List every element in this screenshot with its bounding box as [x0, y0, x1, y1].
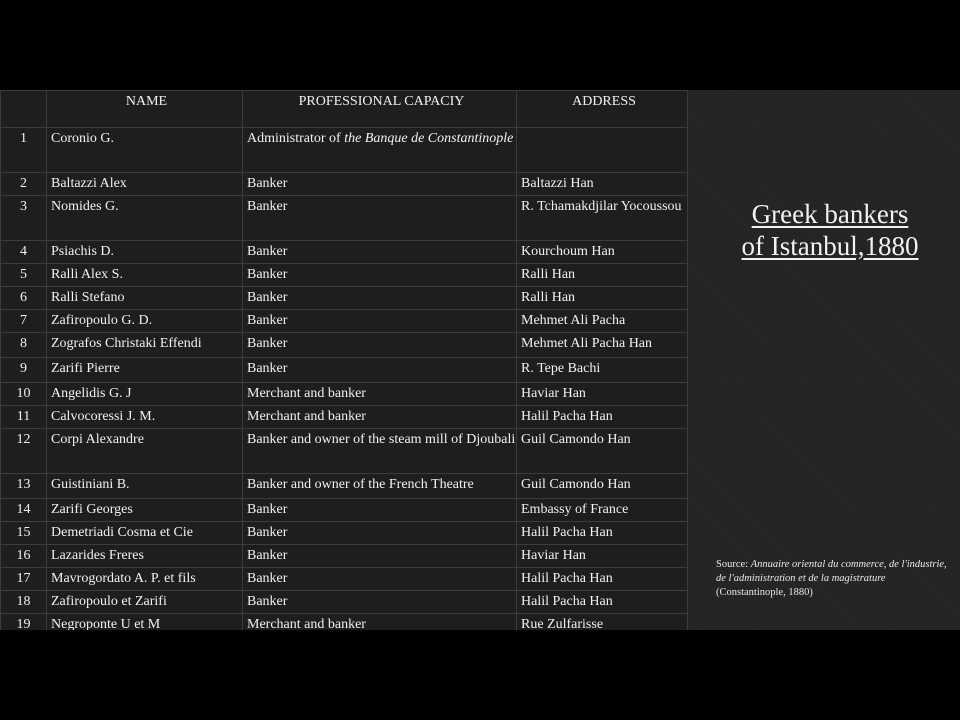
row-address: Halil Pacha Han	[517, 406, 688, 429]
row-name: Zarifi Georges	[47, 499, 243, 522]
table-row	[1, 287, 688, 310]
row-capacity: Banker	[243, 173, 517, 196]
row-address: Baltazzi Han	[517, 173, 688, 196]
row-address: Mehmet Ali Pacha	[517, 310, 688, 333]
row-name: Mavrogordato A. P. et fils	[47, 568, 243, 591]
row-name: Zafiropoulo G. D.	[47, 310, 243, 333]
row-address	[517, 128, 688, 173]
row-address: Halil Pacha Han	[517, 591, 688, 614]
row-address: Guil Camondo Han	[517, 429, 688, 474]
row-address: Ralli Han	[517, 287, 688, 310]
table-row	[1, 358, 688, 383]
table-row	[1, 429, 688, 474]
table-row	[1, 310, 688, 333]
row-address: Ralli Han	[517, 264, 688, 287]
row-name: Nomides G.	[47, 196, 243, 241]
row-name: Negroponte U et M	[47, 614, 243, 631]
bankers-table-container	[0, 90, 687, 630]
row-capacity: Banker	[243, 545, 517, 568]
table-row	[1, 264, 688, 287]
source-citation	[716, 558, 948, 600]
row-name: Baltazzi Alex	[47, 173, 243, 196]
row-number: 1	[1, 128, 47, 173]
header-professional-capacity: PROFESSIONAL CAPACIY	[243, 91, 517, 128]
row-address: Mehmet Ali Pacha Han	[517, 333, 688, 358]
row-name: Ralli Alex S.	[47, 264, 243, 287]
row-number: 19	[1, 614, 47, 631]
row-capacity: Banker	[243, 196, 517, 241]
row-address: Haviar Han	[517, 383, 688, 406]
row-name: Zafiropoulo et Zarifi	[47, 591, 243, 614]
row-name: Lazarides Freres	[47, 545, 243, 568]
row-capacity: Banker	[243, 287, 517, 310]
row-name: Psiachis D.	[47, 241, 243, 264]
row-name: Ralli Stefano	[47, 287, 243, 310]
row-capacity: Banker	[243, 358, 517, 383]
row-capacity: Banker	[243, 522, 517, 545]
row-capacity: Banker	[243, 568, 517, 591]
row-name: Zografos Christaki Effendi	[47, 333, 243, 358]
table-row	[1, 591, 688, 614]
row-number: 15	[1, 522, 47, 545]
table-row	[1, 545, 688, 568]
source-label: Source:	[716, 559, 751, 570]
capacity-plain-text: Administrator of	[247, 131, 345, 146]
row-name: Coronio G.	[47, 128, 243, 173]
row-number: 7	[1, 310, 47, 333]
source-work-title: Annuaire oriental du commerce, de l'industrie, de l'administration et de la magistrature	[716, 559, 947, 584]
row-number: 5	[1, 264, 47, 287]
table-row	[1, 614, 688, 631]
row-address: Halil Pacha Han	[517, 522, 688, 545]
header-number	[1, 91, 47, 128]
row-name: Guistiniani B.	[47, 474, 243, 499]
row-number: 2	[1, 173, 47, 196]
row-number: 17	[1, 568, 47, 591]
row-address: R. Tchamakdjilar Yocoussou	[517, 196, 688, 241]
row-number: 14	[1, 499, 47, 522]
title-line-1: Greek bankers	[751, 199, 909, 229]
title-line-2: of Istanbul,1880	[741, 231, 919, 261]
bankers-table	[0, 90, 688, 630]
table-row	[1, 383, 688, 406]
table-row	[1, 568, 688, 591]
row-capacity: Banker	[243, 241, 517, 264]
row-capacity: Merchant and banker	[243, 383, 517, 406]
row-address: Halil Pacha Han	[517, 568, 688, 591]
row-capacity: Merchant and banker	[243, 406, 517, 429]
header-address: ADDRESS	[517, 91, 688, 128]
table-row	[1, 128, 688, 173]
row-number: 11	[1, 406, 47, 429]
row-address: Rue Zulfarisse	[517, 614, 688, 631]
row-capacity: Banker and owner of the steam mill of Djoubali	[243, 429, 517, 474]
row-address: Kourchoum Han	[517, 241, 688, 264]
table-row	[1, 499, 688, 522]
row-name: Angelidis G. J	[47, 383, 243, 406]
table-row	[1, 522, 688, 545]
row-number: 18	[1, 591, 47, 614]
row-address: Embassy of France	[517, 499, 688, 522]
row-capacity: Banker	[243, 499, 517, 522]
row-number: 12	[1, 429, 47, 474]
row-number: 10	[1, 383, 47, 406]
header-name: NAME	[47, 91, 243, 128]
row-number: 4	[1, 241, 47, 264]
table-row	[1, 474, 688, 499]
row-capacity: Merchant and banker	[243, 614, 517, 631]
table-row	[1, 333, 688, 358]
row-name: Zarifi Pierre	[47, 358, 243, 383]
source-imprint: (Constantinople, 1880)	[716, 587, 813, 598]
table-header-row	[1, 91, 688, 128]
row-number: 9	[1, 358, 47, 383]
table-row	[1, 406, 688, 429]
row-address: R. Tepe Bachi	[517, 358, 688, 383]
row-number: 6	[1, 287, 47, 310]
row-number: 3	[1, 196, 47, 241]
row-name: Corpi Alexandre	[47, 429, 243, 474]
table-row	[1, 196, 688, 241]
row-capacity: Banker and owner of the French Theatre	[243, 474, 517, 499]
table-row	[1, 173, 688, 196]
capacity-italic-text: the Banque de Constantinople	[344, 131, 514, 146]
row-capacity	[243, 128, 517, 173]
row-name: Calvocoressi J. M.	[47, 406, 243, 429]
row-capacity: Banker	[243, 264, 517, 287]
table-row	[1, 241, 688, 264]
row-number: 16	[1, 545, 47, 568]
row-name: Demetriadi Cosma et Cie	[47, 522, 243, 545]
row-capacity: Banker	[243, 591, 517, 614]
slide-title	[700, 198, 960, 262]
row-capacity: Banker	[243, 310, 517, 333]
row-address: Guil Camondo Han	[517, 474, 688, 499]
row-number: 8	[1, 333, 47, 358]
row-address: Haviar Han	[517, 545, 688, 568]
row-capacity: Banker	[243, 333, 517, 358]
slide	[0, 90, 960, 630]
row-number: 13	[1, 474, 47, 499]
